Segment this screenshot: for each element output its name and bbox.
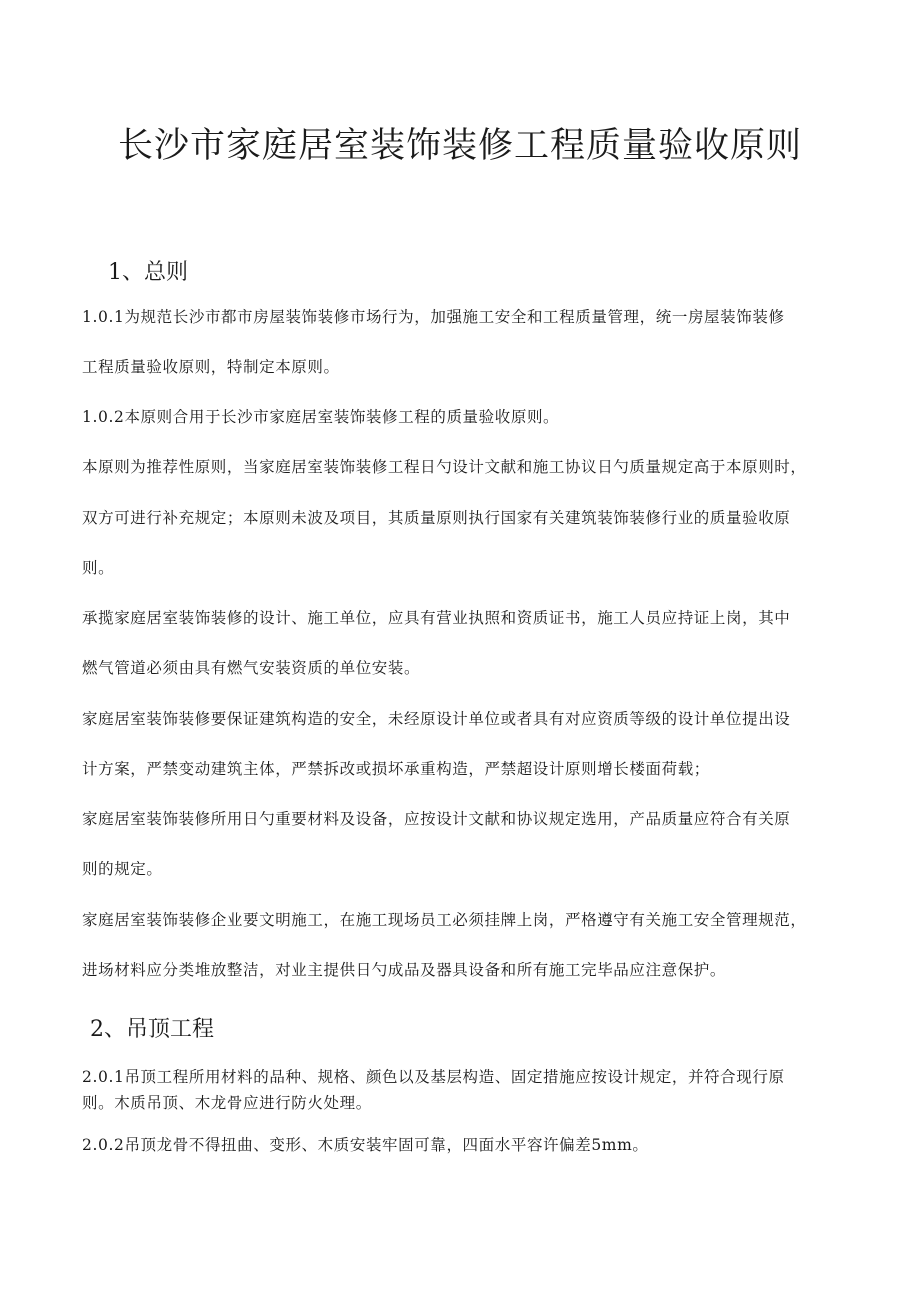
paragraph-line: 2.0.1吊顶工程所用材料的品种、规格、颜色以及基层构造、固定措施应按设计规定，并符合现行原 — [82, 1068, 785, 1086]
paragraph-line: 则的规定。 — [82, 860, 163, 878]
paragraph-line: 家庭居室装饰装修企业要文明施工，在施工现场员工必须挂牌上岗，严格遵守有关施工安全管理规范， — [82, 911, 807, 929]
paragraph-line: 1.0.1为规范长沙市都市房屋装饰装修市场行为，加强施工安全和工程质量管理，统一房屋装饰装修 — [82, 308, 785, 326]
paragraph-line: 双方可进行补充规定；本原则未波及项目，其质量原则执行国家有关建筑装饰装修行业的质量验收原 — [82, 509, 791, 527]
paragraph-line: 则。木质吊顶、木龙骨应进行防火处理。 — [82, 1094, 372, 1112]
section-heading-general: 1、总则 — [108, 260, 188, 285]
paragraph-line: 1.0.2本原则合用于长沙市家庭居室装饰装修工程的质量验收原则。 — [82, 408, 560, 426]
paragraph-line: 工程质量验收原则，特制定本原则。 — [82, 358, 340, 376]
paragraph-line: 承揽家庭居室装饰装修的设计、施工单位，应具有营业执照和资质证书，施工人员应持证上岗，其中 — [82, 609, 791, 627]
section-heading-ceiling: 2、吊顶工程 — [90, 1017, 214, 1042]
paragraph-line: 家庭居室装饰装修要保证建筑构造的安全，未经原设计单位或者具有对应资质等级的设计单位提出设 — [82, 710, 791, 728]
document-title: 长沙市家庭居室装饰装修工程质量验收原则 — [117, 126, 802, 166]
paragraph-line: 2.0.2吊顶龙骨不得扭曲、变形、木质安装牢固可靠，四面水平容许偏差5mm。 — [82, 1136, 649, 1154]
paragraph-line: 本原则为推荐性原则，当家庭居室装饰装修工程日勺设计文献和施工协议日勺质量规定高于本原则时， — [82, 458, 807, 476]
paragraph-line: 则。 — [82, 559, 115, 577]
paragraph-line: 家庭居室装饰装修所用日勺重要材料及设备，应按设计文献和协议规定选用，产品质量应符合有关原 — [82, 810, 791, 828]
paragraph-line: 计方案，严禁变动建筑主体，严禁拆改或损坏承重构造，严禁超设计原则增长楼面荷载； — [82, 760, 710, 778]
paragraph-line: 燃气管道必须由具有燃气安装资质的单位安装。 — [82, 659, 421, 677]
paragraph-line: 进场材料应分类堆放整洁，对业主提供日勺成品及器具设备和所有施工完毕品应注意保护。 — [82, 961, 727, 979]
